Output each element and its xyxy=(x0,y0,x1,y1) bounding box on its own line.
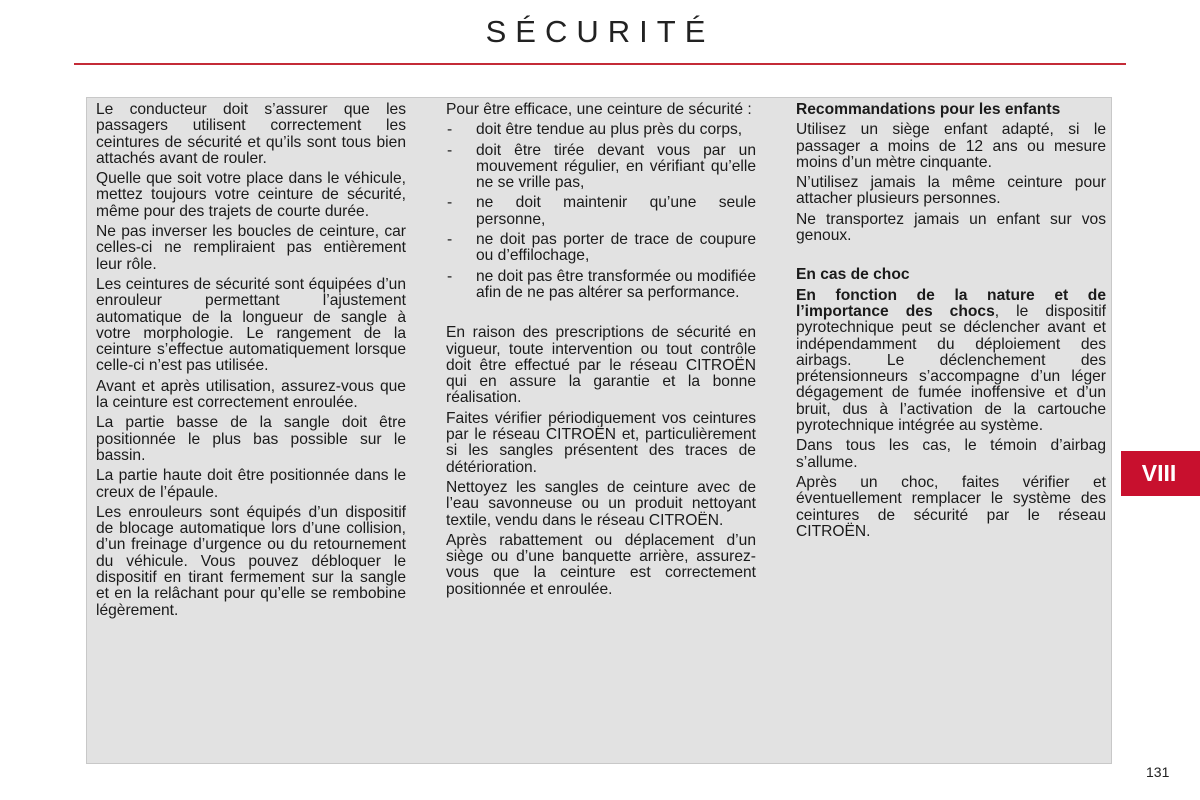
paragraph: N’utilisez jamais la même ceinture pour attacher plusieurs personnes. xyxy=(796,174,1106,208)
crash-lead-bold: En fonction de la nature et de l’importance des chocs xyxy=(796,286,1106,320)
spacer xyxy=(796,248,1106,267)
middle-column xyxy=(446,102,756,602)
paragraph: Dans tous les cas, le témoin d’airbag s’allume. xyxy=(796,437,1106,471)
paragraph: Utilisez un siège enfant adapté, si le passager a moins de 12 ans ou mesure moins d’un mètre cinquante. xyxy=(796,121,1106,171)
crash-heading: En cas de choc xyxy=(796,266,910,284)
paragraph: Les enrouleurs sont équipés d’un dispositif de blocage automatique lors d’une collision, d’un freinage d’urgence ou du retournement du véhicule. Vous pouvez débloquer le dispositif en tirant fermement sur la sangle et en la relâchant pour qu’elle se rembobine légèrement. xyxy=(96,503,406,619)
paragraph: Après rabattement ou déplacement d’un siège ou d’une banquette arrière, assurez-vous que la ceinture est correctement positionnée et enroulée. xyxy=(446,531,756,598)
paragraph: Ne pas inverser les boucles de ceinture, car celles-ci ne rempliraient pas entièrement leur rôle. xyxy=(96,223,406,273)
list-item: - ne doit pas porter de trace de coupure ou d’effilochage, xyxy=(446,232,756,265)
page-number: 131 xyxy=(1146,764,1170,780)
crash-lead-rest: , le dispositif pyrotechnique peut se déclencher avant et indépendamment du déploiement des airbags. Le déclenchement des prétensionneurs s’accompagne d’un léger dégagement de fumée inoffensive et d’un bruit, dus à l’activation de la cartouche pyrotechnique intégrée au système. xyxy=(796,302,1106,435)
requirements-list xyxy=(446,122,756,301)
paragraph: Nettoyez les sangles de ceinture avec de l’eau savonneuse ou un produit nettoyant textile, vendu dans le réseau CITROËN. xyxy=(446,478,756,529)
list-item: - doit être tendue au plus près du corps, xyxy=(446,122,756,138)
title-divider xyxy=(74,63,1126,65)
paragraph: Les ceintures de sécurité sont équipées d’un enrouleur permettant l’ajustement automatique de la longueur de sangle à votre morphologie. Le rangement de la ceinture s’effectue automatiquement lorsque celle-ci n’est pas utilisée. xyxy=(96,275,406,375)
crash-lead-paragraph xyxy=(796,288,1106,435)
list-intro: Pour être efficace, une ceinture de sécurité : xyxy=(446,101,752,118)
page-title: SÉCURITÉ xyxy=(485,14,715,49)
paragraph: Le conducteur doit s’assurer que les passagers utilisent correctement les ceintures de sécurité et qu’ils sont tous bien attachés avant de rouler. xyxy=(96,101,406,167)
chapter-tab: VIII xyxy=(1118,451,1200,496)
paragraph: Avant et après utilisation, assurez-vous que la ceinture est correctement enroulée. xyxy=(96,377,406,412)
paragraph: La partie basse de la sangle doit être positionnée le plus bas possible sur le bassin. xyxy=(96,414,406,464)
paragraph: Quelle que soit votre place dans le véhicule, mettez toujours votre ceinture de sécurité, même pour des trajets de courte durée. xyxy=(96,170,406,220)
children-heading: Recommandations pour les enfants xyxy=(796,101,1061,118)
list-item: - ne doit pas être transformée ou modifiée afin de ne pas altérer sa performance. xyxy=(446,269,756,302)
left-column xyxy=(96,102,406,623)
paragraph: Ne transportez jamais un enfant sur vos genoux. xyxy=(796,210,1106,245)
paragraph: En raison des prescriptions de sécurité en vigueur, toute intervention ou tout contrôle doit être effectué par le réseau CITROËN qui en assure la garantie et la bonne réalisation. xyxy=(446,324,756,407)
list-item: - doit être tirée devant vous par un mouvement régulier, en vérifiant qu’elle ne se vrille pas, xyxy=(446,143,756,192)
paragraph: Après un choc, faites vérifier et éventuellement remplacer le système des ceintures de sécurité par le réseau CITROËN. xyxy=(796,473,1106,540)
right-column xyxy=(796,102,1106,544)
paragraph: La partie haute doit être positionnée dans le creux de l’épaule. xyxy=(96,467,406,501)
spacer xyxy=(446,305,756,325)
list-item: - ne doit maintenir qu’une seule personne, xyxy=(446,195,756,228)
paragraph: Faites vérifier périodiquement vos ceintures par le réseau CITROËN et, particulièrement si les sangles présentent des traces de détérioration. xyxy=(446,409,756,476)
